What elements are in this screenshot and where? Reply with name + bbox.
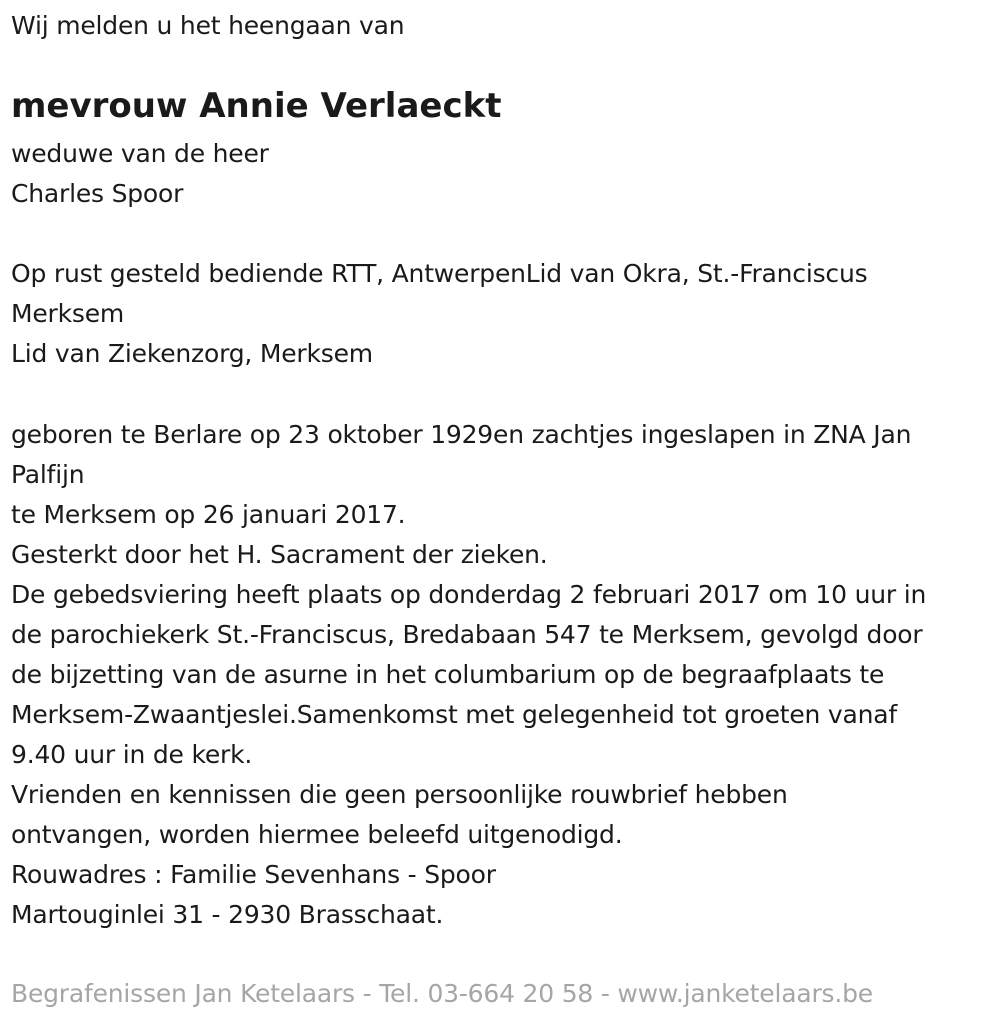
mourning-address-line: Rouwadres : Familie Sevenhans - Spoor xyxy=(11,860,496,889)
career-block xyxy=(11,254,867,374)
details-line: geboren te Berlare op 23 oktober 1929en zachtjes ingeslapen in ZNA Jan xyxy=(11,420,912,449)
details-line: Gesterkt door het H. Sacrament der zieken. xyxy=(11,540,548,569)
details-line: Merksem-Zwaantjeslei.Samenkomst met gelegenheid tot groeten vanaf xyxy=(11,700,898,729)
details-line: ontvangen, worden hiermee beleefd uitgenodigd. xyxy=(11,820,623,849)
deceased-name: mevrouw Annie Verlaeckt xyxy=(11,86,502,126)
spouse-line: weduwe van de heer xyxy=(11,139,269,168)
details-line: te Merksem op 26 januari 2017. xyxy=(11,500,406,529)
career-line: Lid van Ziekenzorg, Merksem xyxy=(11,339,373,368)
details-line: de bijzetting van de asurne in het columbarium op de begraafplaats te xyxy=(11,660,885,689)
career-line: Op rust gesteld bediende RTT, AntwerpenLid van Okra, St.-Franciscus xyxy=(11,259,868,288)
details-block xyxy=(11,415,926,935)
details-line: 9.40 uur in de kerk. xyxy=(11,740,253,769)
career-line: Merksem xyxy=(11,299,125,328)
spouse-line: Charles Spoor xyxy=(11,179,184,208)
details-line: Vrienden en kennissen die geen persoonlijke rouwbrief hebben xyxy=(11,780,788,809)
mourning-address-line: Martouginlei 31 - 2930 Brasschaat. xyxy=(11,900,444,929)
intro-text: Wij melden u het heengaan van xyxy=(11,11,405,40)
details-line: Palfijn xyxy=(11,460,85,489)
funeral-home-footer: Begrafenissen Jan Ketelaars - Tel. 03-664 20 58 - www.janketelaars.be xyxy=(11,979,873,1008)
details-line: De gebedsviering heeft plaats op donderdag 2 februari 2017 om 10 uur in xyxy=(11,580,927,609)
spouse-block xyxy=(11,134,269,214)
details-line: de parochiekerk St.-Franciscus, Bredabaan 547 te Merksem, gevolgd door xyxy=(11,620,923,649)
